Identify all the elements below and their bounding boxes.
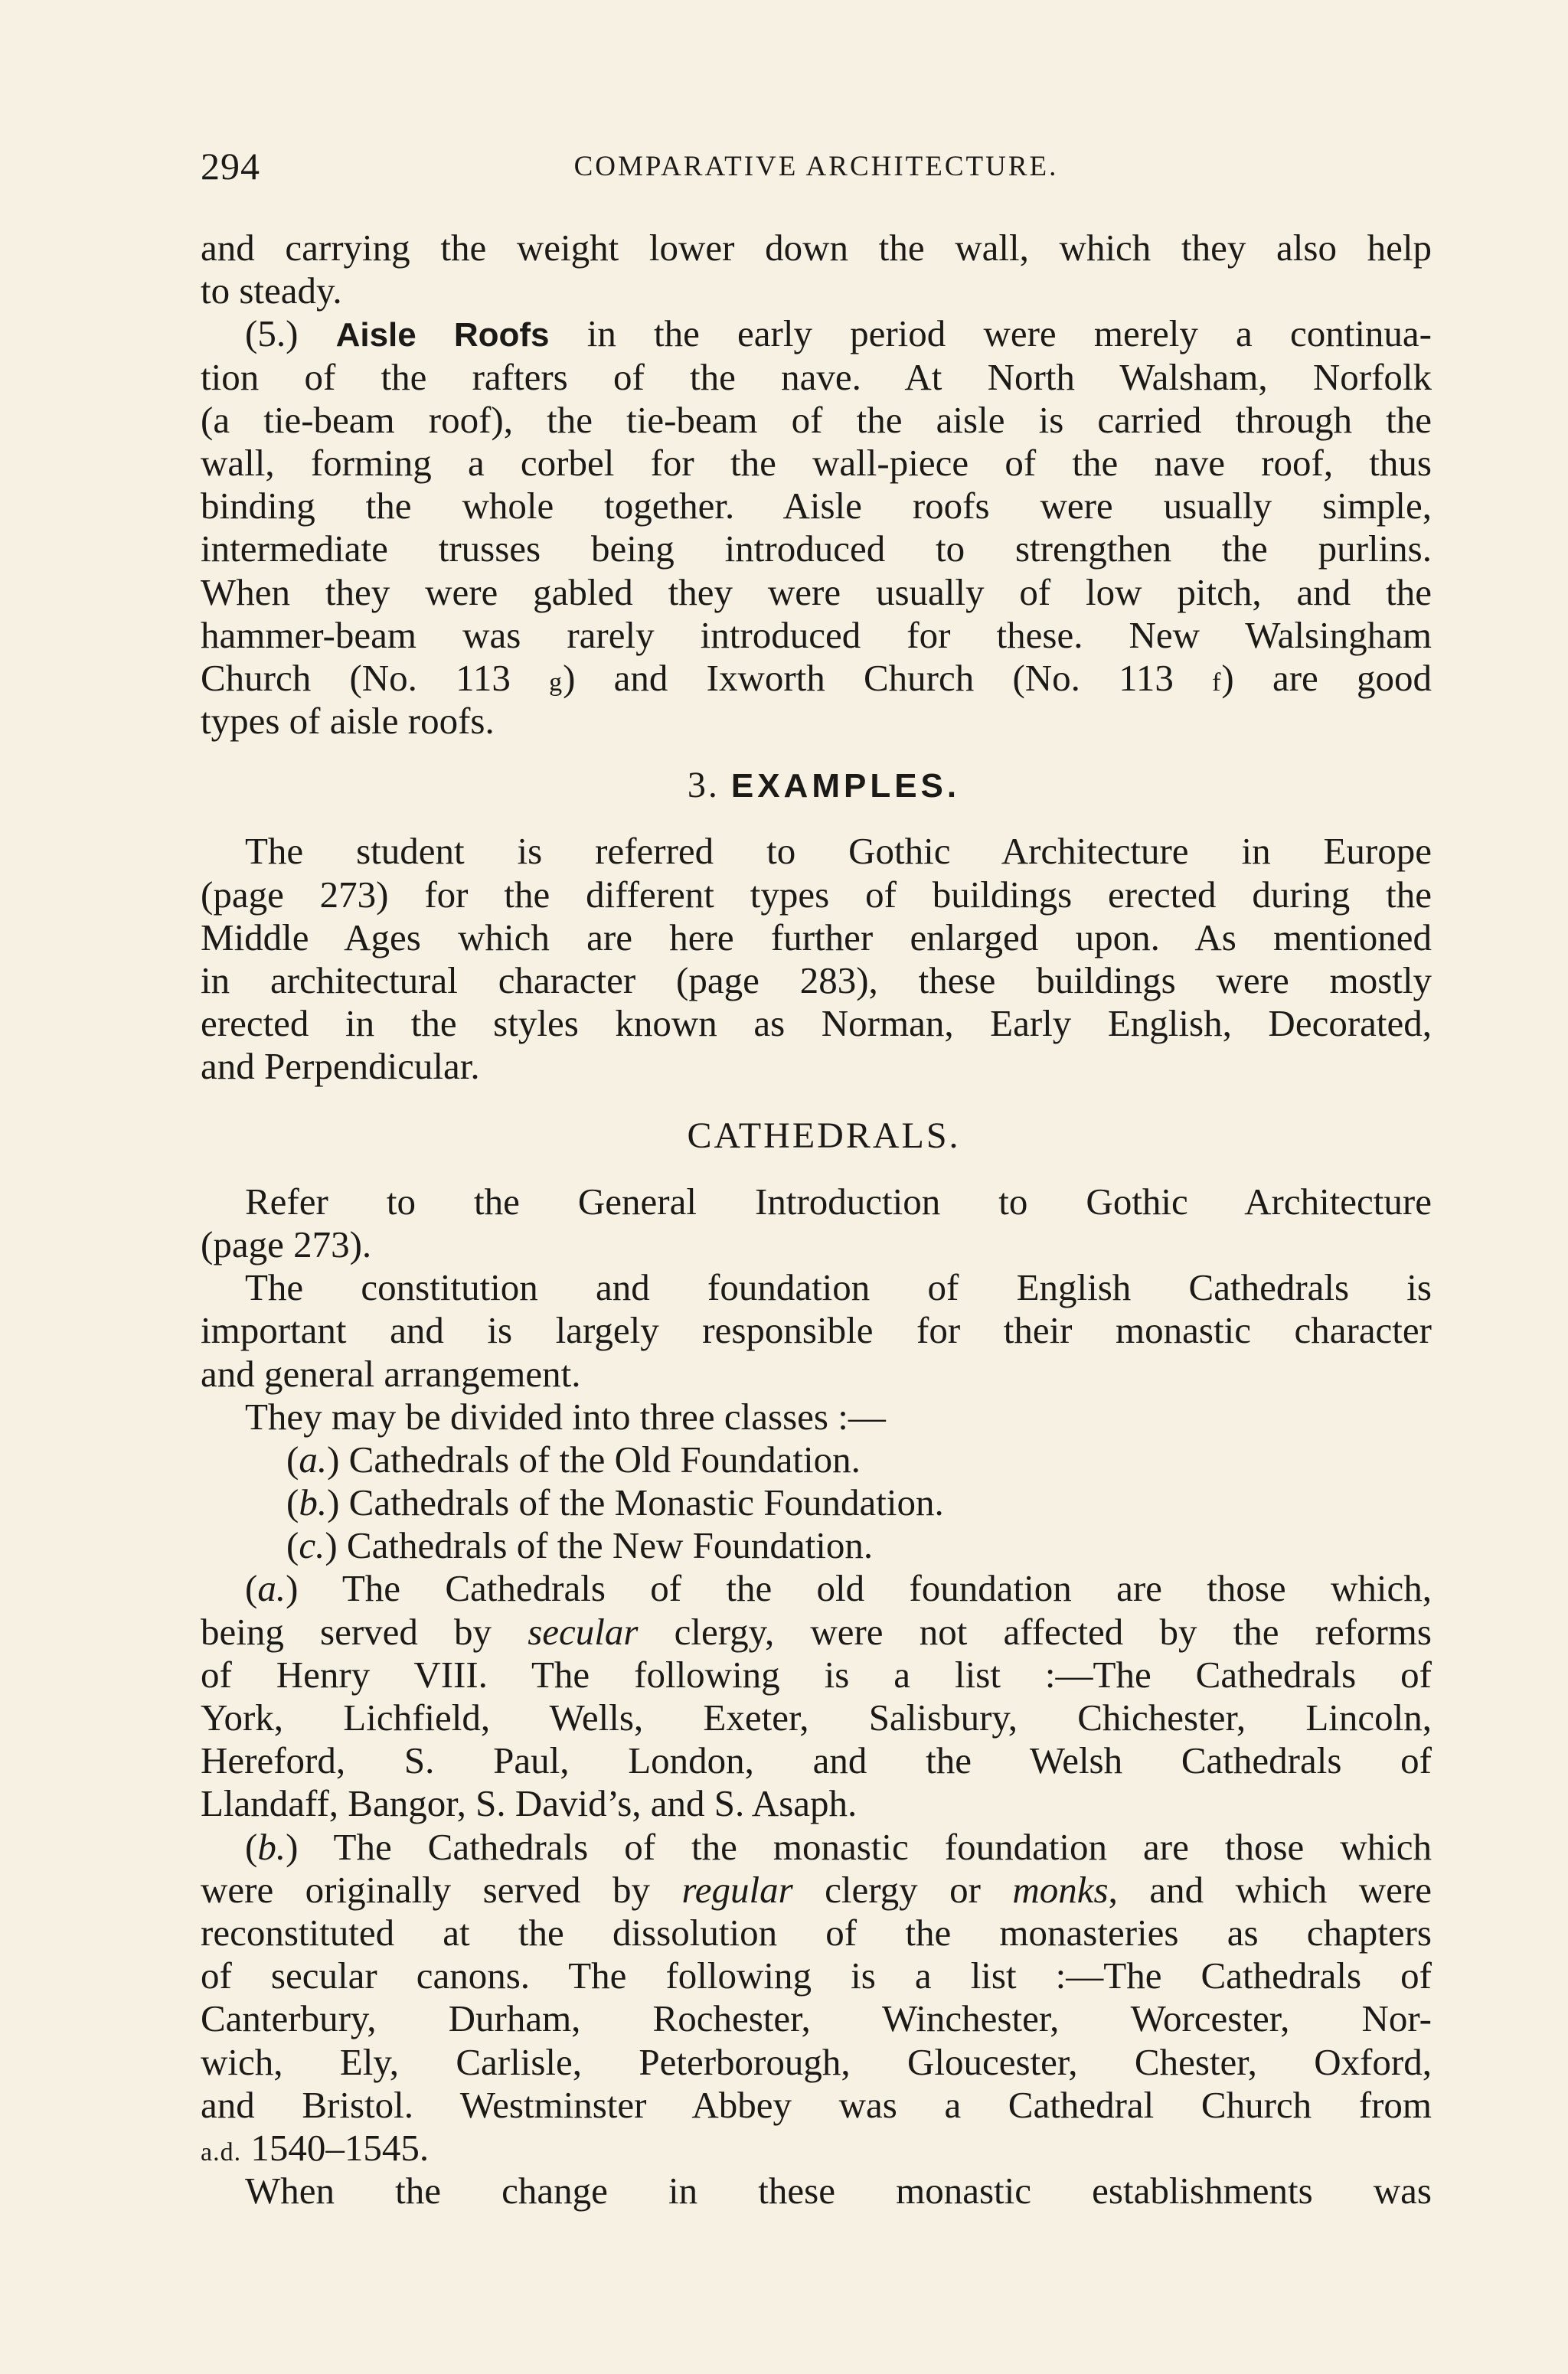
list-item: (a.) Cathedrals of the Old Foundation.: [286, 1438, 861, 1481]
running-head: COMPARATIVE ARCHITECTURE.: [573, 151, 1059, 182]
section-term: Aisle Roofs: [335, 316, 550, 354]
text-line: (a.) The Cathedrals of the old foundation are those which,: [245, 1567, 1432, 1610]
list-item: (b.) Cathedrals of the Monastic Foundation.: [286, 1481, 944, 1524]
text-line: being served by secular clergy, were not affected by the reforms: [201, 1610, 1432, 1653]
text-line: and general arrangement.: [201, 1352, 581, 1395]
text-line: Refer to the General Introduction to Gothic Architecture: [245, 1180, 1432, 1223]
text-line: The student is referred to Gothic Architecture in Europe: [245, 830, 1432, 873]
text-line: Middle Ages which are here further enlarged upon. As mentioned: [201, 916, 1432, 958]
page-body: [201, 227, 1432, 2212]
text-line: and Perpendicular.: [201, 1045, 480, 1088]
text-line: wich, Ely, Carlisle, Peterborough, Gloucester, Chester, Oxford,: [201, 2040, 1432, 2083]
text-line: (a tie-beam roof), the tie-beam of the aisle is carried through the: [201, 398, 1432, 441]
text-line: and carrying the weight lower down the wall, which they also help: [201, 227, 1432, 269]
text-line: (page 273) for the different types of buildings erected during the: [201, 873, 1432, 916]
text-line: When the change in these monastic establishments was: [245, 2170, 1432, 2212]
text-line: important and is largely responsible for their monastic character: [201, 1309, 1432, 1352]
text-line: Hereford, S. Paul, London, and the Welsh Cathedrals of: [201, 1739, 1432, 1782]
text-line: binding the whole together. Aisle roofs were usually simple,: [201, 485, 1432, 527]
text-line: When they were gabled they were usually of low pitch, and the: [201, 570, 1432, 613]
text-line: and Bristol. Westminster Abbey was a Cathedral Church from: [201, 2083, 1432, 2126]
text-line: York, Lichfield, Wells, Exeter, Salisbury, Chichester, Lincoln,: [201, 1696, 1432, 1739]
page-number: 294: [201, 145, 260, 188]
text-line: of secular canons. The following is a list :—The Cathedrals of: [201, 1954, 1432, 1997]
page-header: [201, 144, 1432, 190]
text-line: wall, forming a corbel for the wall-piece of the nave roof, thus: [201, 441, 1432, 484]
text-line: Llandaff, Bangor, S. David’s, and S. Asaph.: [201, 1782, 858, 1825]
text-line: hammer-beam was rarely introduced for these. New Walsingham: [201, 613, 1432, 656]
text-line: a.d. 1540–1545.: [201, 2126, 430, 2169]
text-line: tion of the rafters of the nave. At North Walsham, Norfolk: [201, 355, 1432, 398]
section-heading-cathedrals: CATHEDRALS.: [687, 1115, 961, 1156]
text-line: intermediate trusses being introduced to strengthen the purlins.: [201, 527, 1432, 570]
text-line: (5.) Aisle Roofs in the early period were merely a continua-: [245, 312, 1432, 355]
text-line: in architectural character (page 283), these buildings were mostly: [201, 959, 1432, 1001]
text-line: The constitution and foundation of English Cathedrals is: [245, 1266, 1432, 1309]
text-line: erected in the styles known as Norman, Early English, Decorated,: [201, 1002, 1432, 1045]
text-line: (b.) The Cathedrals of the monastic foundation are those which: [245, 1825, 1432, 1868]
section-heading-examples: 3. EXAMPLES.: [687, 765, 961, 806]
text-line: types of aisle roofs.: [201, 700, 495, 743]
text-line: to steady.: [201, 269, 342, 312]
text-line: reconstituted at the dissolution of the monasteries as chapters: [201, 1911, 1432, 1954]
text-line: They may be divided into three classes :—: [245, 1395, 886, 1438]
text-line: were originally served by regular clergy or monks, and which were: [201, 1868, 1432, 1911]
text-line: Canterbury, Durham, Rochester, Winchester, Worcester, Nor-: [201, 1997, 1432, 2040]
text-line: Church (No. 113 g) and Ixworth Church (No. 113 f) are good: [201, 656, 1432, 699]
text-line: (page 273).: [201, 1223, 372, 1265]
text-line: of Henry VIII. The following is a list :—The Cathedrals of: [201, 1653, 1432, 1696]
list-item: (c.) Cathedrals of the New Foundation.: [286, 1524, 874, 1567]
